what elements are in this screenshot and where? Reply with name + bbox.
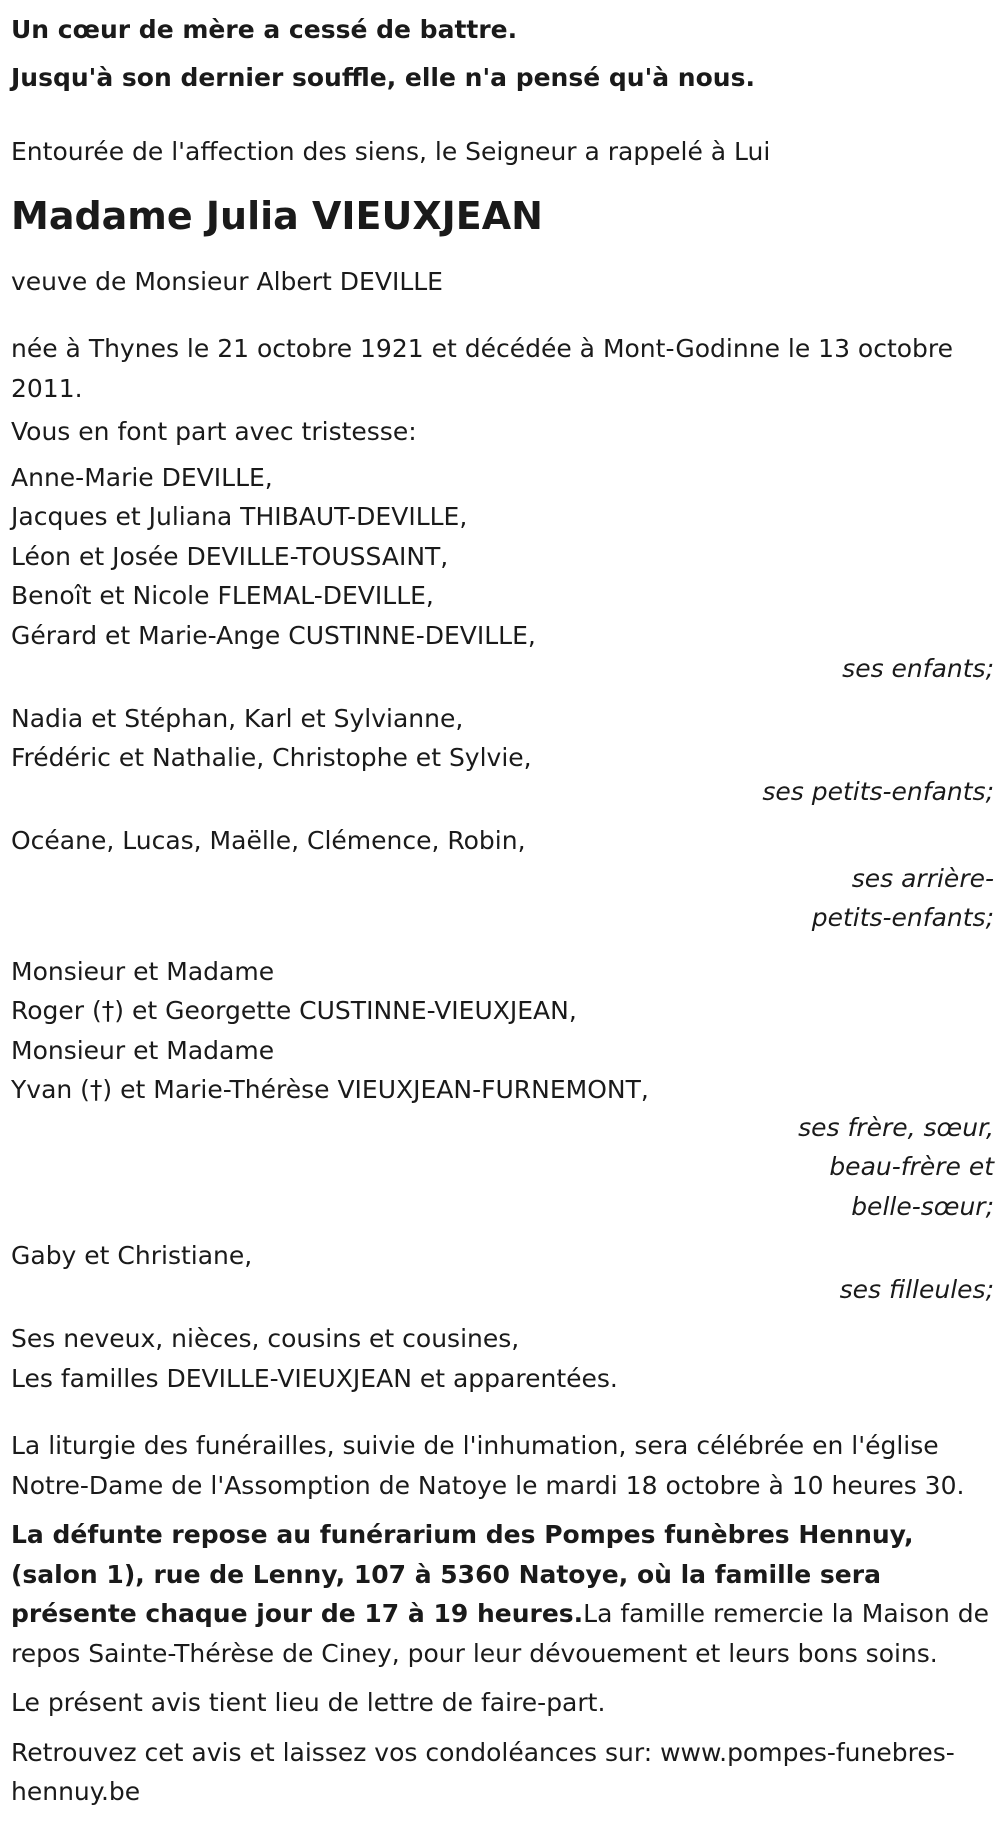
relation-label: ses filleules; xyxy=(839,1274,994,1304)
extended-family-line: Les familles DEVILLE-VIEUXJEAN et apparentées. xyxy=(11,1363,618,1393)
family-group-children xyxy=(11,458,994,689)
relation-label: ses enfants; xyxy=(842,654,994,683)
family-group-great-grandchildren xyxy=(11,821,994,938)
extended-family-line: Ses neveux, nièces, cousins et cousines, xyxy=(11,1324,520,1353)
family-name-line: Monsieur et Madame xyxy=(11,956,275,986)
relation-label: ses frère, sœur, beau-frère et belle-sœur; xyxy=(798,1112,994,1221)
family-name-line: Gaby et Christiane, xyxy=(11,1241,253,1270)
family-name-line: Océane, Lucas, Maëlle, Clémence, Robin, xyxy=(11,826,526,855)
birth-death-text: née à Thynes le 21 octobre 1921 et décédée à Mont-Godinne le 13 octobre 2011. xyxy=(11,334,954,403)
intro-line-2: Jusqu'à son dernier souffle, elle n'a pensé qu'à nous. xyxy=(11,63,755,92)
spouse-text: veuve de Monsieur Albert DEVILLE xyxy=(11,266,443,296)
family-group-goddaughters xyxy=(11,1236,994,1309)
deceased-name: Madame Julia VIEUXJEAN xyxy=(11,193,543,238)
family-name-line: Roger (†) et Georgette CUSTINNE-VIEUXJEAN, xyxy=(11,996,577,1025)
family-name-line: Frédéric et Nathalie, Christophe et Sylvie, xyxy=(11,743,532,772)
family-name-line: Yvan (†) et Marie-Thérèse VIEUXJEAN-FURNEMONT, xyxy=(11,1075,649,1104)
family-group-siblings xyxy=(11,952,994,1227)
family-name-line: Gérard et Marie-Ange CUSTINNE-DEVILLE, xyxy=(11,620,536,650)
funerarium-paragraph xyxy=(11,1515,994,1673)
family-name-line: Benoît et Nicole FLEMAL-DEVILLE, xyxy=(11,581,434,610)
relation-label: ses arrière-petits-enfants; xyxy=(811,863,994,932)
family-name-line: Léon et Josée DEVILLE-TOUSSAINT, xyxy=(11,541,449,571)
funerarium-bold-text: La défunte repose au funérarium des Pompes funèbres Hennuy, (salon 1), rue de Lenny, 107 à 5360 Natoye, où la famille sera présente chaque jour de 17 à 19 heures. xyxy=(11,1520,914,1628)
family-name-line: Monsieur et Madame xyxy=(11,1035,275,1065)
notify-intro: Vous en font part avec tristesse: xyxy=(11,417,417,446)
intro-line-1: Un cœur de mère a cessé de battre. xyxy=(11,15,518,44)
extended-family xyxy=(11,1319,994,1398)
family-group-grandchildren xyxy=(11,699,994,812)
condolences-text: Retrouvez cet avis et laissez vos condoléances sur: www.pompes-funebres-hennuy.be xyxy=(11,1737,955,1806)
letter-notice: Le présent avis tient lieu de lettre de faire-part. xyxy=(11,1688,606,1717)
relation-label: ses petits-enfants; xyxy=(762,776,994,806)
funerarium-rest-text: La famille remercie la Maison de repos Sainte-Thérèse de Ciney, pour leur dévouement et leurs bons soins. xyxy=(11,1599,990,1668)
family-name-line: Nadia et Stéphan, Karl et Sylvianne, xyxy=(11,703,464,733)
family-name-line: Jacques et Juliana THIBAUT-DEVILLE, xyxy=(11,502,468,531)
announcement-text: Entourée de l'affection des siens, le Seigneur a rappelé à Lui xyxy=(11,137,771,166)
family-name-line: Anne-Marie DEVILLE, xyxy=(11,462,273,492)
liturgy-text: La liturgie des funérailles, suivie de l'inhumation, sera célébrée en l'église Notre-Dame de l'Assomption de Natoye le mardi 18 octobre à 10 heures 30. xyxy=(11,1431,965,1500)
